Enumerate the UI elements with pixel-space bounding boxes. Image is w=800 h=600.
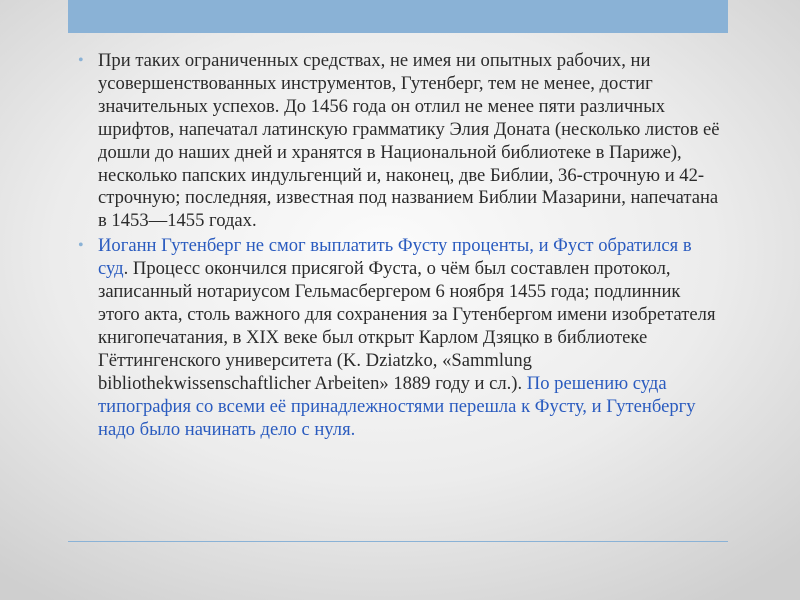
hyperlink-text[interactable]: По решению суда типография со всеми её принадлежностями перешла к Фусту, и Гутенбергу надо было начинать дело с нуля. (98, 372, 696, 440)
title-bar (68, 0, 728, 33)
hyperlink-text[interactable]: Иоганн Гутенберг не смог выплатить Фусту проценты, и Фуст обратился в суд (98, 235, 692, 280)
bullet-item (78, 50, 726, 233)
bullet-list (78, 50, 726, 441)
slide-content (78, 50, 726, 443)
bullet-dot-icon: • (78, 237, 84, 255)
bottom-divider (68, 541, 728, 542)
bullet-text: . Процесс окончился присягой Фуста, о чём был составлен протокол, записанный нотариусом Гельмасбергером 6 ноября 1455 года; подлинник этого акта, столь важного для сохранения за Гутенбергом имени изобретателя книгопечатания, в XIX веке был открыт Карлом Дзяцко в библиотеке Гёттингенского университета (K. Dziatzko, «Sammlung bibliothekwissenschaftlicher Arbeiten» 1889 году и сл.). (98, 258, 716, 394)
bullet-text: При таких ограниченных средствах, не имея ни опытных рабочих, ни усовершенствованных инструментов, Гутенберг, тем не менее, достиг значительных успехов. До 1456 года он отлил не менее пяти различных шрифтов, напечатал латинскую грамматику Элия Доната (несколько листов её дошли до наших дней и хранятся в Национальной библиотеке в Париже), несколько папских индульгенций и, наконец, две Библии, 36-строчную и 42-строчную; последняя, известная под названием Библии Мазарини, напечатана в 1453—1455 годах. (98, 50, 720, 232)
bullet-dot-icon: • (78, 52, 84, 69)
bullet-item (78, 235, 726, 441)
